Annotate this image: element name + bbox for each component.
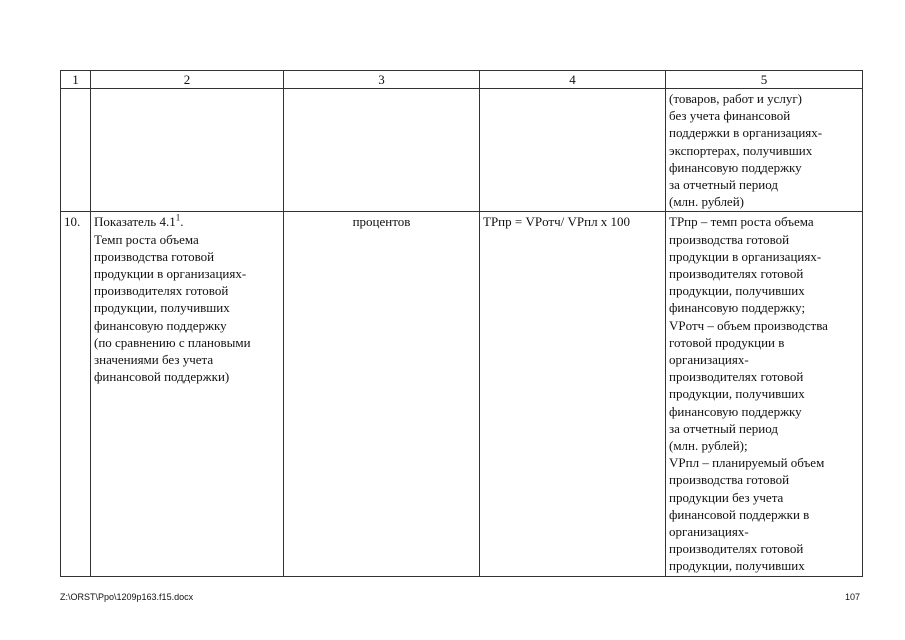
indicator-title-suffix: . [180,214,184,230]
unit-cell: процентов [284,212,480,576]
text-line: продукции, получивших [94,300,230,316]
text-line: продукции в организациях- [94,266,247,282]
text-line: готовой продукции в [669,334,785,350]
footer-file-path: Z:\ORST\Ppo\1209p163.f15.docx [60,592,194,602]
header-col-1: 1 [61,71,91,89]
table-row-continuation [61,89,863,212]
text-line: финансовой поддержки в [669,506,810,522]
footnote-marker: 1 [175,213,181,224]
continuation-cell-2 [91,89,284,212]
text-line: финансовую поддержку [669,403,802,419]
text-line: без учета финансовой [669,108,791,124]
text-line: поддержки в организациях- [669,125,823,141]
text-line: VPотч – объем производства [669,317,828,333]
text-line: производства готовой [669,472,790,488]
text-line: финансовой поддержки) [94,369,230,385]
text-line: финансовую поддержку [94,317,227,333]
text-line: продукции в организациях- [669,248,822,264]
footer-page-number: 107 [844,592,860,602]
continuation-cell-4 [480,89,666,212]
header-col-3: 3 [284,71,480,89]
text-line: продукции, получивших [669,386,805,402]
text-line: продукции, получивших [669,558,805,574]
text-line: продукции, получивших [669,283,805,299]
indicator-title [94,213,280,230]
header-col-2: 2 [91,71,284,89]
text-line: (млн. рублей); [669,438,748,454]
text-line: (товаров, работ и услуг) [669,91,802,106]
row-number: 10. [61,212,91,576]
text-line: финансовую поддержку [669,159,802,175]
table-row-10 [61,212,863,576]
text-line: производства готовой [94,248,215,264]
text-line: значениями без учета [94,352,214,368]
indicators-table [60,70,863,577]
continuation-description [666,89,863,212]
text-line: VPпл – планируемый объем [669,455,825,471]
text-line: Темп роста объема [94,231,199,247]
text-line: экспортерах, получивших [669,142,813,158]
indicator-description [91,212,284,576]
formula-explanation [666,212,863,576]
text-line: производства готовой [669,231,790,247]
formula-cell: ТРпр = VPотч/ VPпл х 100 [480,212,666,576]
text-line: производителях готовой [669,369,804,385]
header-col-5: 5 [666,71,863,89]
indicator-title-text: Показатель 4.1 [94,214,176,230]
text-line: за отчетный период [669,177,778,193]
text-line: производителях готовой [669,266,804,282]
text-line: организациях- [669,524,749,540]
text-line: (млн. рублей) [669,194,744,210]
text-line: (по сравнению с плановыми [94,334,251,350]
text-line: организациях- [669,352,749,368]
text-line: продукции без учета [669,489,784,505]
text-line: производителях готовой [94,283,229,299]
header-col-4: 4 [480,71,666,89]
text-line: производителях готовой [669,541,804,557]
continuation-cell-3 [284,89,480,212]
text-line: финансовую поддержку; [669,300,806,316]
text-line: ТРпр – темп роста объема [669,214,814,230]
table-header-row [61,71,863,89]
continuation-cell-1 [61,89,91,212]
text-line: за отчетный период [669,420,778,436]
